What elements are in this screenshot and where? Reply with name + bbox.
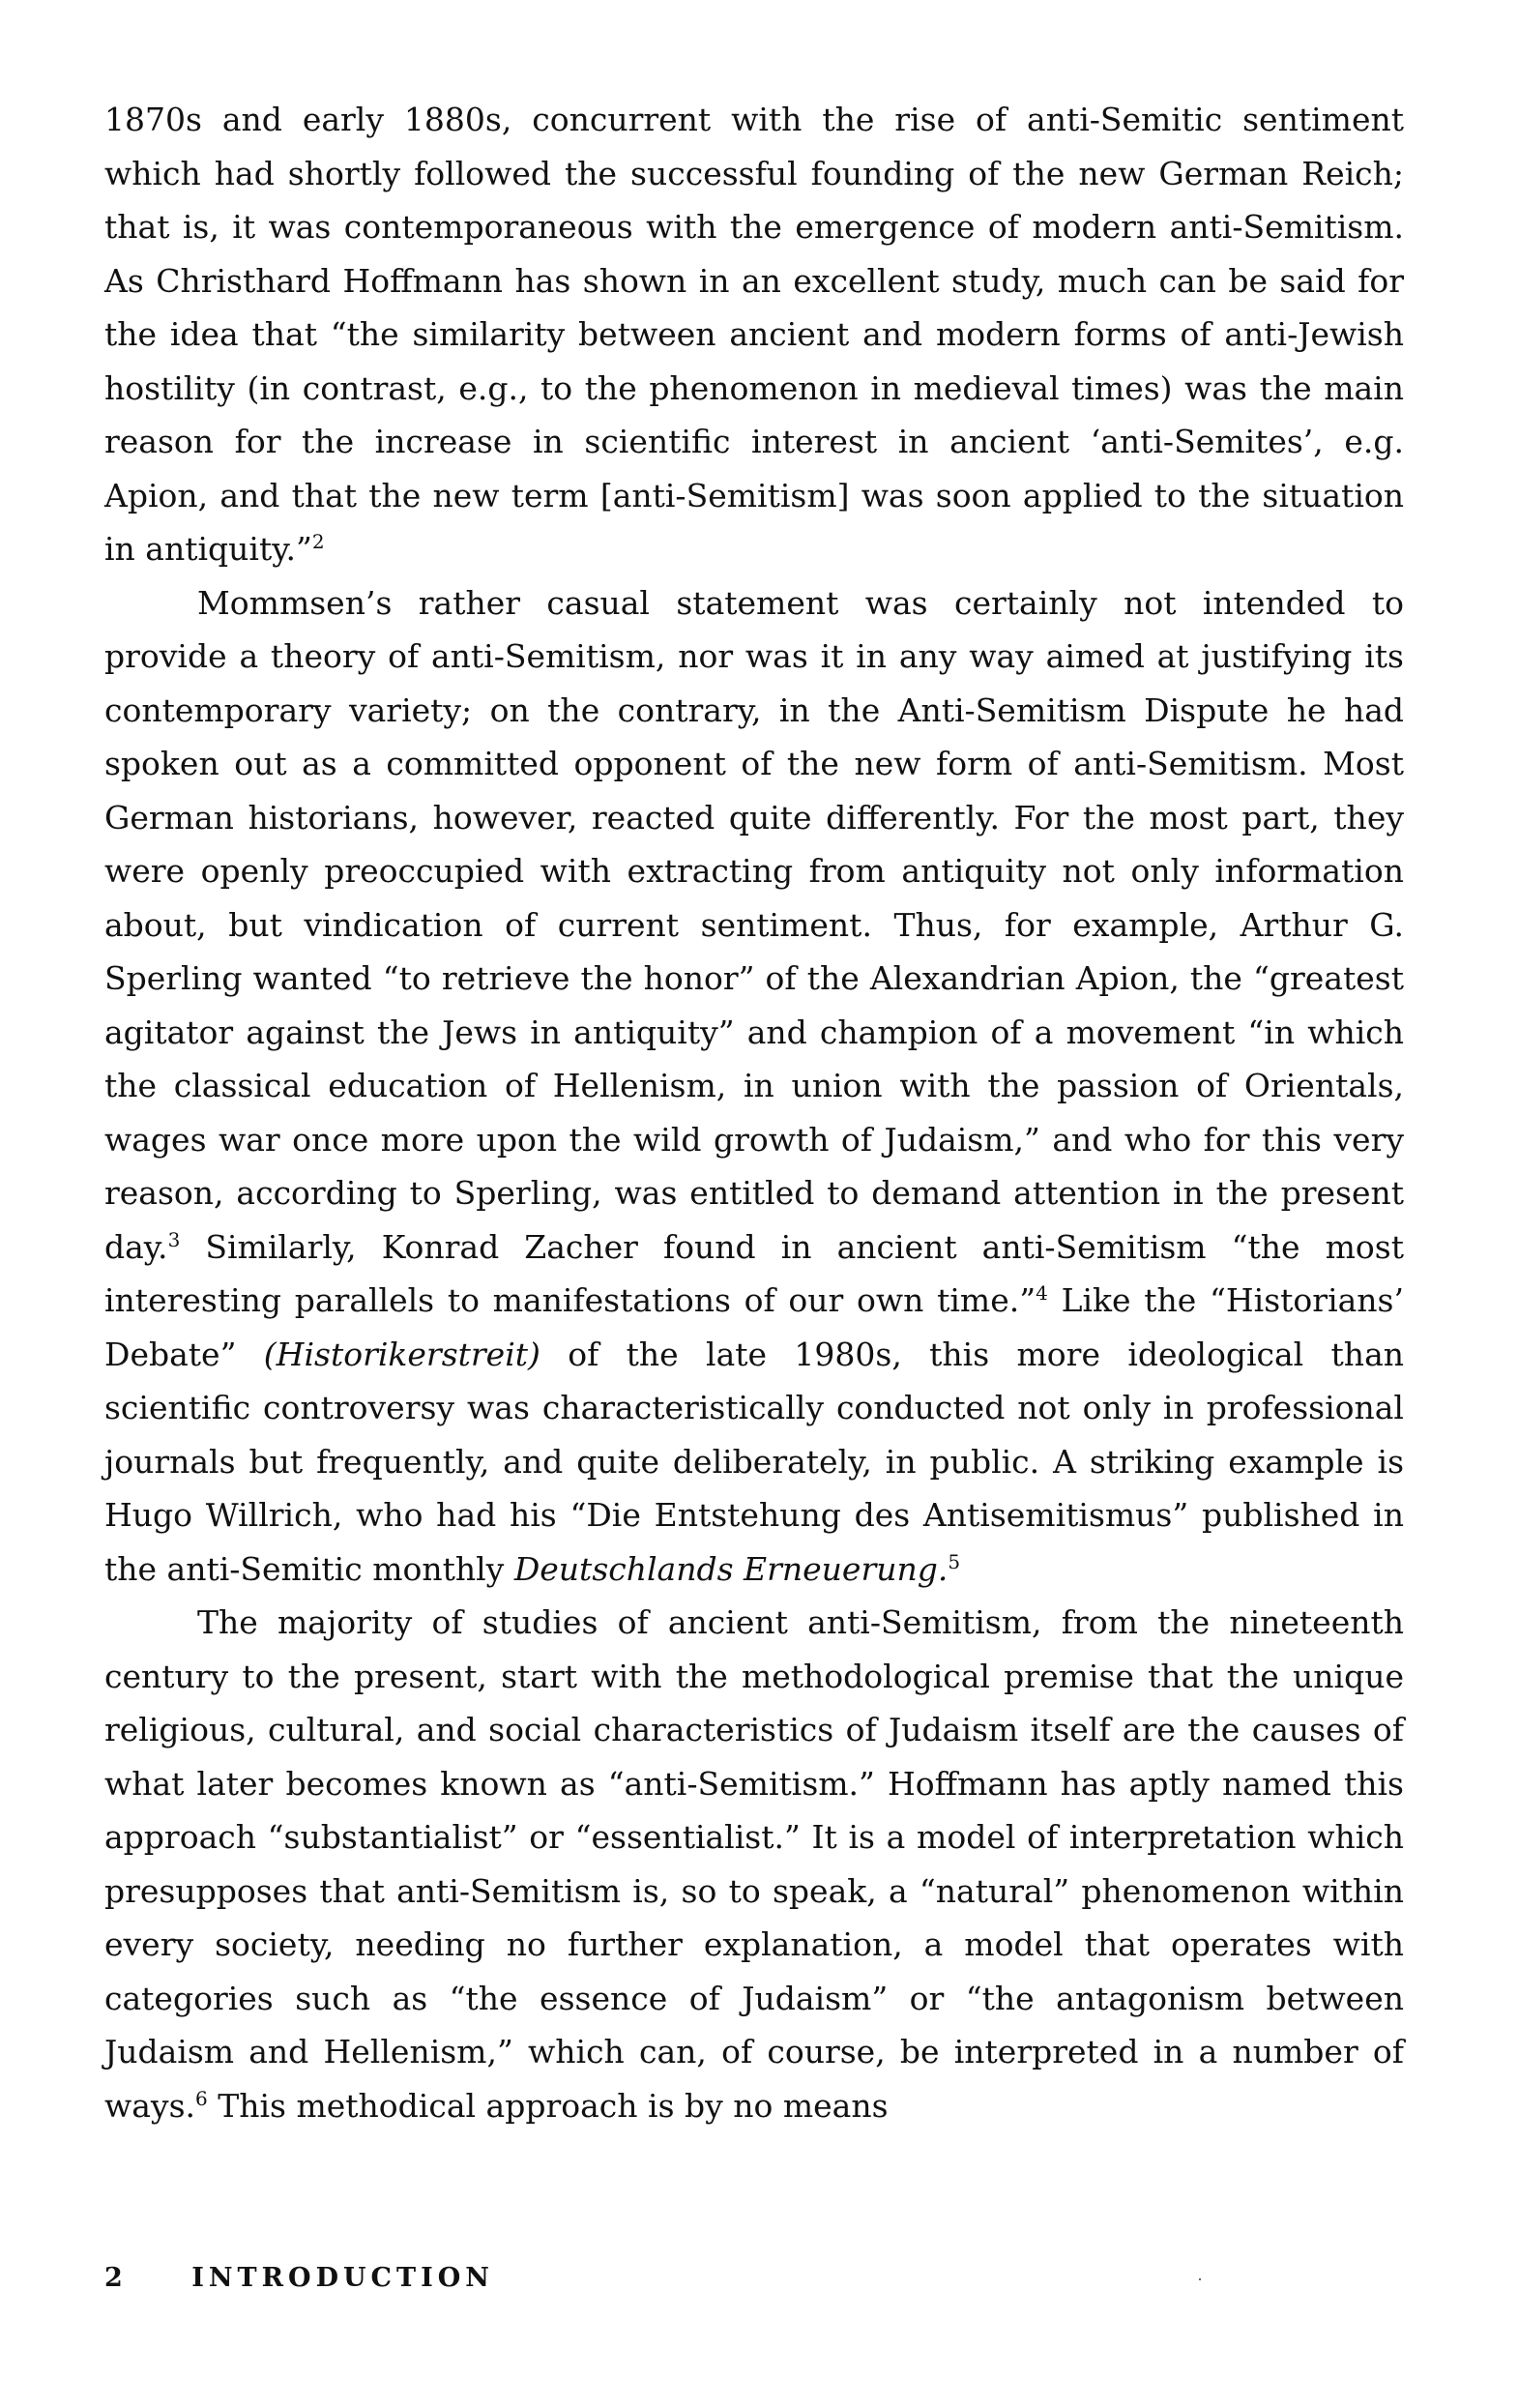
body-text [104, 93, 1404, 2132]
footnote-marker: 5 [948, 1549, 961, 1573]
footnote-marker: 6 [195, 2086, 208, 2110]
page-number: 2 [104, 2263, 128, 2293]
text-run: This methodical approach is by no means [207, 2086, 889, 2125]
paragraph-2 [104, 576, 1404, 1597]
footnote-marker: 2 [311, 530, 325, 553]
text-run: of the late 1980s, this more ideological than scientific controversy was characteristically conducted not only in professional journals but frequently, and quite deliberately, in public. A striking example is Hugo Willrich, who had his “Die Entstehung des Antisemitismus” published in the anti-Semitic monthly [104, 1335, 1404, 1588]
running-head: INTRODUCTION [191, 2263, 494, 2293]
text-run: Similarly, Konrad Zacher found in ancient anti-Semitism “the most interesting parallels to manifestations of our own time.” [104, 1227, 1404, 1319]
italic-text: Deutschlands Erneuerung. [513, 1549, 949, 1588]
footnote-marker: 3 [167, 1227, 181, 1251]
italic-text: (Historikerstreit) [263, 1335, 540, 1373]
text-run: 1870s and early 1880s, concurrent with the rise of anti-Semitic sentiment which had shortly followed the successful founding of the new German Reich; that is, it was contemporaneous with the emergence of modern anti-Semitism. As Christhard Hoffmann has shown in an excellent study, much can be said for the idea that “the similarity between ancient and modern forms of anti-Jewish hostility (in contrast, e.g., to the phenomenon in medieval times) was the main reason for the increase in scientific interest in ancient ‘anti-Semites’, e.g. Apion, and that the new term [anti-Semitism] was soon applied to the situation in antiquity.” [104, 101, 1404, 568]
paragraph-3 [104, 1596, 1404, 2132]
text-run: Like the “Historians’ Debate” [104, 1281, 1404, 1373]
page-footer [104, 2263, 494, 2293]
text-run: The majority of studies of ancient anti-Semitism, from the nineteenth century to the present, start with the methodological premise that the unique religious, cultural, and social characteristics of Judaism itself are the causes of what later becomes known as “anti-Semitism.” Hoffmann has aptly named this approach “substantialist” or “essentialist.” It is a model of interpretation which presupposes that anti-Semitism is, so to speak, a “natural” phenomenon within every society, needing no further explanation, a model that operates with categories such as “the essence of Judaism” or “the antagonism between Judaism and Hellenism,” which can, of course, be interpreted in a number of ways. [104, 1603, 1404, 2125]
text-run: Mommsen’s rather casual statement was certainly not intended to provide a theory of anti-Semitism, nor was it in any way aimed at justifying its contemporary variety; on the contrary, in the Anti-Semitism Dispute he had spoken out as a committed opponent of the new form of anti-Semitism. Most German historians, however, reacted quite differently. For the most part, they were openly preoccupied with extracting from antiquity not only information about, but vindication of current sentiment. Thus, for example, Arthur G. Sperling wanted “to retrieve the honor” of the Alexandrian Apion, the “greatest agitator against the Jews in antiquity” and champion of a movement “in which the classical education of Hellenism, in union with the passion of Orientals, wages war once more upon the wild growth of Judaism,” and who for this very reason, according to Sperling, was entitled to demand attention in the present day. [104, 583, 1404, 1266]
paragraph-1 [104, 93, 1404, 576]
page-speck [1199, 2278, 1201, 2280]
footnote-marker: 4 [1036, 1281, 1048, 1305]
